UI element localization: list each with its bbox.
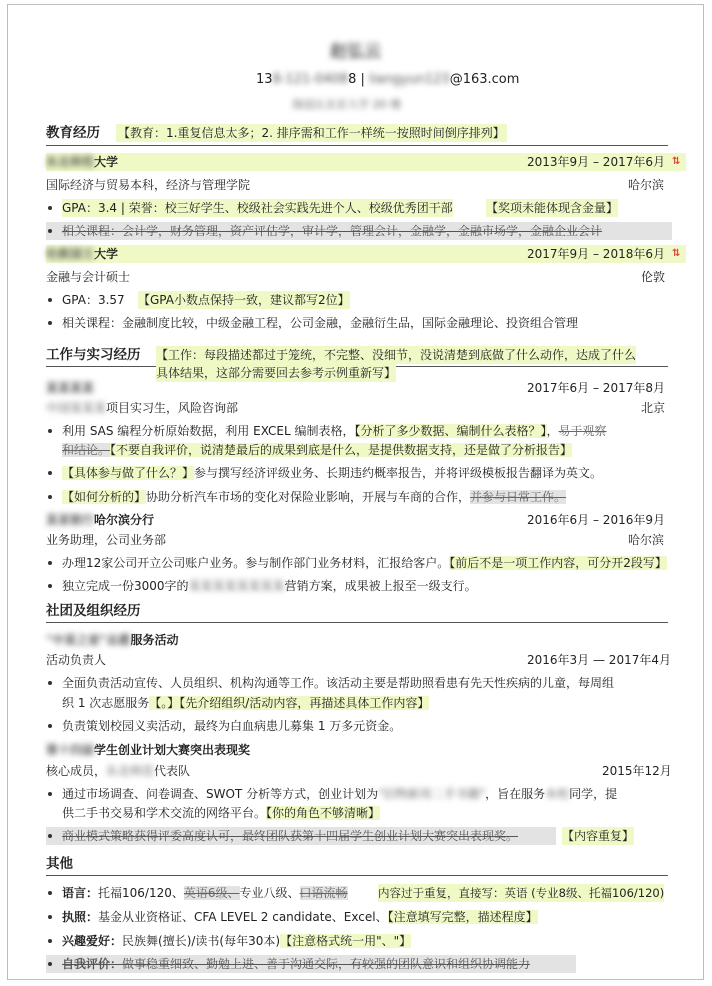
bullet-icon — [48, 939, 52, 943]
volunteer-note2: 【先介绍组织/活动内容，再描述具体工作内容】 — [179, 696, 430, 710]
school1-blur: 东北师范 — [46, 155, 95, 169]
work-bullet-report — [62, 464, 602, 482]
school2-major: 金融与会计硕士 — [46, 270, 131, 284]
hobby-text: 民族舞(擅长)/读书(每年30本) — [122, 934, 281, 948]
club-bullet-charity: 负责策划校园义卖活动，最终为白血病患儿募集 1 万多元资金。 — [62, 719, 402, 733]
education-rule — [46, 145, 668, 146]
work-note-line1: 【工作：每段描述都过于笼统，不完整、没细节，没说清楚到底做了什么动作，达成了什么 — [156, 348, 637, 362]
bullet-icon — [48, 206, 52, 210]
section-title-work: 工作与实习经历 — [46, 347, 141, 363]
section-title-clubs: 社团及组织经历 — [46, 603, 141, 619]
report-text: 参与撰写经济评级业务、长期违约概率报告，并将评级模板报告翻译为英文。 — [194, 466, 603, 480]
self-label: 自我评价： — [62, 957, 123, 971]
startup-text4: 供二手书交易和学术交流的网络平台。 — [62, 806, 267, 820]
role2-text: 核心成员， — [46, 764, 107, 778]
org2-role — [46, 762, 190, 780]
work-bullet-accounts — [62, 554, 667, 572]
award-note: 【内容重复】 — [562, 829, 635, 843]
edu-bullet-honors: GPA：3.4 | 荣誉：校三好学生、校级社会实践先进个人、校级优秀团干部 — [62, 201, 453, 215]
lang-strike2: 口语流畅 — [299, 886, 348, 900]
sas-strike2: 和结论。 — [62, 443, 111, 457]
bullet-icon — [48, 891, 52, 895]
school1-date: 2013年9月 – 2017年6月 — [527, 155, 665, 169]
company2-city: 哈尔滨 — [628, 533, 665, 547]
org2-suffix: 学生创业计划大赛突出表现奖 — [94, 743, 251, 757]
work-bullet-sas — [62, 422, 607, 440]
other-bullet-cert — [62, 908, 538, 926]
role2-suffix: 代表队 — [154, 764, 191, 778]
clubs-rule — [46, 622, 668, 623]
school1-name — [46, 153, 118, 171]
accounts-text: 办理12家公司开立公司账户业务。参与制作部门业务材料，汇报给客户。 — [62, 556, 450, 570]
candidate-name: 赵弘云 — [330, 42, 381, 62]
resume-page — [7, 4, 704, 980]
role1-blur: 中国某某某 — [46, 401, 107, 415]
club-bullet-startup-cont — [62, 804, 380, 822]
other-rule — [46, 875, 668, 876]
bullet-icon — [48, 429, 52, 433]
reorder-arrow-icon: ⇅ — [672, 156, 681, 167]
startup-text2: ，旨在服务 — [485, 787, 546, 801]
work-bullet-sas-cont — [62, 441, 572, 459]
bullet-icon — [48, 724, 52, 728]
role1-suffix: 项目实习生，风险咨询部 — [106, 401, 239, 415]
edu-honors-note: 【奖项未能体现含金量】 — [486, 201, 619, 215]
org1-date: 2016年3月 — 2017年4月 — [527, 653, 671, 667]
sas-tail: ， — [546, 424, 559, 438]
volunteer-text2: 织 1 次志愿服务 — [62, 696, 150, 710]
company1-city: 北京 — [641, 401, 666, 415]
org1-suffix: 服务活动 — [130, 633, 179, 647]
company1-role — [46, 399, 238, 417]
edu-gpa-note: 【GPA小数点保持一致，建议都写2位】 — [138, 293, 350, 307]
company2-blur: 某某银行 — [46, 513, 95, 527]
bullet-icon — [48, 584, 52, 588]
sas-text: 利用 SAS 编程分析原始数据，利用 EXCEL 编制表格， — [62, 424, 355, 438]
sas-note2: 【不要自我评价，说清楚最后的成果到底是什么，是提供数据支持，还是做了分析报告】 — [110, 443, 573, 457]
auto-note: 【如何分析的】 — [62, 490, 147, 504]
startup-note: 【你的角色不够清晰】 — [266, 806, 381, 820]
school1-city: 哈尔滨 — [628, 178, 665, 192]
org1-blur: "中某之家"志愿 — [46, 633, 131, 647]
company2-role: 业务助理，公司业务部 — [46, 533, 167, 547]
school2-blur: 伦敦国王 — [46, 247, 95, 261]
accounts-note: 【前后不是一项工作内容，可分开2段写】 — [449, 556, 667, 570]
work-note-line2: 具体结果，这部分需要回去参考示例重新写】 — [156, 366, 397, 380]
other-bullet-language — [62, 884, 348, 902]
club-bullet-volunteer: 全面负责活动宣传、人员组织、机构沟通等工作。该活动主要是帮助照看患有先天性疾病的儿童，每周组 — [62, 676, 615, 690]
company2-suffix: 哈尔滨分行 — [94, 513, 155, 527]
phone-mid: 8 | — [348, 72, 370, 87]
bullet-icon — [48, 471, 52, 475]
startup-text3: 同学，提 — [569, 787, 618, 801]
org2-name — [46, 741, 250, 759]
lang-text: 托福106/120、 — [98, 886, 184, 900]
org2-blur: 第十四届 — [46, 743, 95, 757]
phone-prefix: 13 — [256, 72, 273, 87]
school2-date: 2017年9月 – 2018年6月 — [527, 247, 665, 261]
cert-note: 【注意填写完整，描述程度】 — [387, 910, 538, 924]
lang-text2: 专业八级、 — [239, 886, 300, 900]
contact-line — [256, 71, 519, 89]
bullet-icon — [48, 915, 52, 919]
auto-strike: 并参与日常工作。 — [470, 490, 567, 504]
email-suffix: @163.com — [449, 72, 520, 87]
edu-bullet-courses1: 相关课程：会计学，财务管理，资产评估学，审计学，管理会计，金融学，金融市场学，金融企业会计 — [62, 224, 603, 238]
volunteer-note1: 【。】 — [149, 696, 180, 710]
reorder-arrow-icon: ⇅ — [672, 248, 681, 259]
marketing-blur: 某某某某某某某某 — [188, 579, 285, 593]
lang-note: 内容过于重复，直接写：英语 (专业8级、托福106/120) — [378, 886, 665, 900]
hobby-note: 【注意格式统一用"、"】 — [280, 934, 412, 948]
bullet-icon — [48, 792, 52, 796]
club-bullet-startup — [62, 785, 617, 803]
startup-blur1: "旧物新用二手书籍" — [378, 787, 486, 801]
auto-text: 协助分析汽车市场的变化对保险业影响，开展与车商的合作， — [146, 490, 471, 504]
sas-strike: 易于观察 — [558, 424, 607, 438]
report-note: 【具体参与做了什么？】 — [62, 466, 195, 480]
marketing-text2: 营销方案，成果被上报至一级支行。 — [284, 579, 477, 593]
lang-label: 语言： — [62, 886, 99, 900]
startup-blur2: 本校 — [545, 787, 570, 801]
phone-blur: 8-121-0408 — [272, 72, 349, 87]
cert-text: 基金从业资格证、CFA LEVEL 2 candidate、Excel、 — [98, 910, 388, 924]
bullet-icon — [48, 298, 52, 302]
bullet-icon — [48, 495, 52, 499]
email-blur: liangyun123 — [369, 72, 450, 87]
school1-major: 国际经济与贸易本科，经济与管理学院 — [46, 178, 251, 192]
marketing-text1: 独立完成一份3000字的 — [62, 579, 189, 593]
club-bullet-award: 商业模式策略获得评委高度认可，最终团队获第十四届学生创业计划大赛突出表现奖。 — [62, 829, 519, 843]
org1-name — [46, 631, 179, 649]
school1-suffix: 大学 — [94, 155, 119, 169]
section-title-education: 教育经历 — [46, 125, 100, 141]
school2-suffix: 大学 — [94, 247, 119, 261]
company1-name: 某某某某 — [46, 381, 95, 395]
bullet-icon — [48, 681, 52, 685]
org1-role: 活动负责人 — [46, 653, 107, 667]
edu-bullet-courses2: 相关课程：金融制度比较，中级金融工程，公司金融，金融衍生品，国际金融理论、投资组合管理 — [62, 316, 579, 330]
address: 海淀区北京大学 20 楼 — [292, 98, 401, 111]
company1-date: 2017年6月 – 2017年8月 — [527, 381, 665, 395]
sas-note: 【分析了多少数据、编制什么表格？】 — [354, 424, 547, 438]
edu-bullet-gpa2: GPA：3.57 — [62, 293, 125, 307]
other-bullet-hobby — [62, 932, 411, 950]
self-text: 做事稳重细致、勤勉上进、善于沟通交际，有较强的团队意识和组织协调能力 — [122, 957, 531, 971]
other-bullet-self — [62, 955, 530, 973]
section-title-other: 其他 — [46, 856, 73, 872]
school2-city: 伦敦 — [641, 270, 666, 284]
bullet-icon — [48, 561, 52, 565]
hobby-label: 兴趣爱好： — [62, 934, 123, 948]
cert-label: 执照： — [62, 910, 99, 924]
lang-strike1: 英语6级、 — [183, 886, 240, 900]
startup-text1: 通过市场调查、问卷调查、SWOT 分析等方式，创业计划为 — [62, 787, 379, 801]
club-bullet-volunteer-cont — [62, 694, 429, 712]
school2-name — [46, 245, 118, 263]
bullet-icon — [48, 962, 52, 966]
role2-blur: 东北师范 — [106, 764, 155, 778]
bullet-icon — [48, 321, 52, 325]
bullet-icon — [48, 834, 52, 838]
bullet-icon — [48, 229, 52, 233]
work-bullet-marketing — [62, 577, 477, 595]
org2-date: 2015年12月 — [602, 764, 672, 778]
work-bullet-auto — [62, 488, 566, 506]
company2-date: 2016年6月 – 2016年9月 — [527, 513, 665, 527]
company2-name — [46, 511, 154, 529]
education-note: 【教育：1.重复信息太多；2. 排序需和工作一样统一按照时间倒序排列】 — [118, 126, 505, 140]
